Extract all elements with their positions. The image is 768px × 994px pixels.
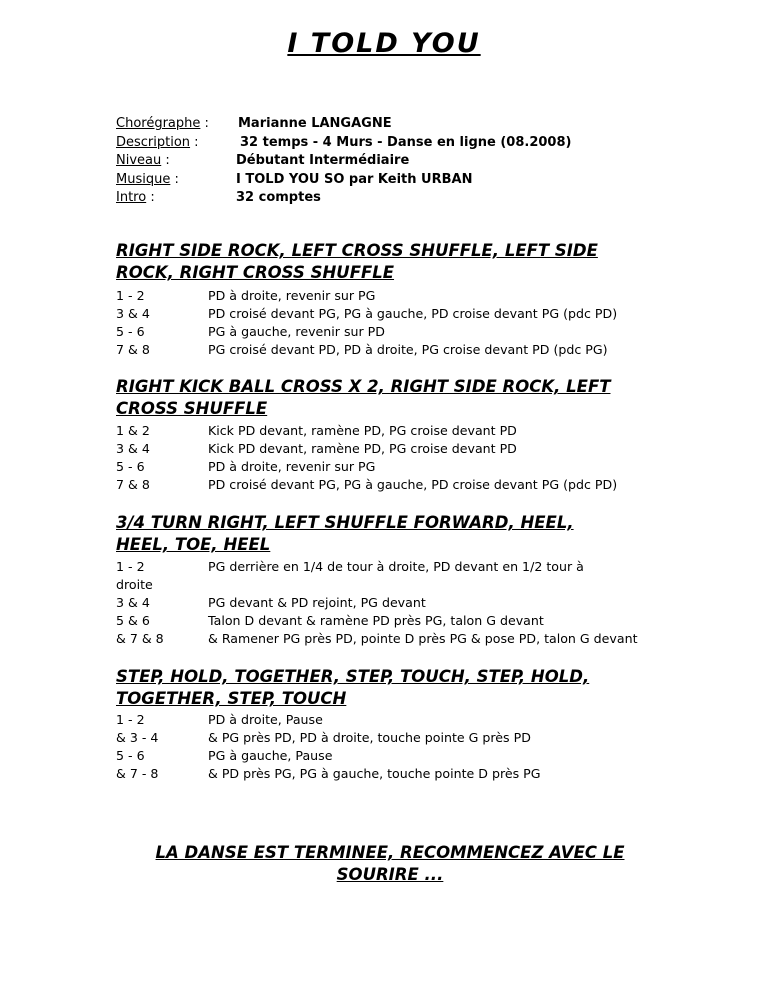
step-list <box>116 558 676 648</box>
info-value: Marianne LANGAGNE <box>238 116 392 131</box>
step-row: 3 & 4 PD croisé devant PG, PG à gauche, PD croise devant PG (pdc PD) <box>116 306 618 321</box>
info-value: 32 comptes <box>236 190 321 205</box>
info-row-choregraphe <box>116 116 676 135</box>
step-row-continuation: droite <box>116 577 153 592</box>
step-row: 3 & 4 PG devant & PD rejoint, PG devant <box>116 595 426 610</box>
info-value: I TOLD YOU SO par Keith URBAN <box>236 171 473 187</box>
step-row: 7 & 8 PG croisé devant PD, PD à droite, PG croise devant PD (pdc PG) <box>116 342 608 357</box>
info-label: Chorégraphe : <box>116 116 209 131</box>
step-row: 1 - 2 PG derrière en 1/4 de tour à droite, PD devant en 1/2 tour à <box>116 559 584 574</box>
step-list <box>116 422 676 494</box>
step-row: 5 - 6 PG à gauche, revenir sur PD <box>116 324 385 339</box>
step-list <box>116 287 676 359</box>
info-label: Musique : <box>116 171 179 187</box>
section-heading: RIGHT KICK BALL CROSS X 2, RIGHT SIDE ROCK, LEFT CROSS SHUFFLE <box>116 377 611 418</box>
step-row: 7 & 8 PD croisé devant PG, PG à gauche, PD croise devant PG (pdc PD) <box>116 477 618 492</box>
step-row: 5 - 6 PD à droite, revenir sur PG <box>116 459 376 474</box>
info-label: Intro : <box>116 190 155 205</box>
page-title: I TOLD YOU <box>287 28 481 59</box>
info-row-intro <box>116 190 676 209</box>
info-label: Description : <box>116 134 199 150</box>
section-heading: 3/4 TURN RIGHT, LEFT SHUFFLE FORWARD, HEEL, HEEL, TOE, HEEL <box>116 513 574 554</box>
section-heading: RIGHT SIDE ROCK, LEFT CROSS SHUFFLE, LEFT SIDE ROCK, RIGHT CROSS SHUFFLE <box>116 241 598 282</box>
info-block <box>116 116 676 209</box>
section-heading: STEP, HOLD, TOGETHER, STEP, TOUCH, STEP, HOLD, TOGETHER, STEP, TOUCH <box>116 667 590 708</box>
step-row: 5 & 6 Talon D devant & ramène PD près PG, talon G devant <box>116 613 544 628</box>
step-row: & 7 & 8 & Ramener PG près PD, pointe D près PG & pose PD, talon G devant <box>116 631 638 646</box>
step-list <box>116 711 676 783</box>
closing-message: LA DANSE EST TERMINEE, RECOMMENCEZ AVEC LE SOURIRE ... <box>155 843 625 884</box>
step-row: 1 - 2 PD à droite, revenir sur PG <box>116 288 376 303</box>
step-row: & 7 - 8 & PD près PG, PG à gauche, touche pointe D près PG <box>116 766 541 781</box>
step-row: 1 & 2 Kick PD devant, ramène PD, PG croise devant PD <box>116 423 517 438</box>
info-label: Niveau : <box>116 153 170 168</box>
info-value: 32 temps - 4 Murs - Danse en ligne (08.2008) <box>240 134 572 150</box>
info-row-description <box>116 135 676 154</box>
info-row-niveau <box>116 153 676 172</box>
step-row: 1 - 2 PD à droite, Pause <box>116 712 323 727</box>
info-row-musique <box>116 172 676 191</box>
step-row: 3 & 4 Kick PD devant, ramène PD, PG croise devant PD <box>116 441 517 456</box>
step-row: & 3 - 4 & PG près PD, PD à droite, touche pointe G près PD <box>116 730 531 745</box>
info-value: Débutant Intermédiaire <box>236 153 410 168</box>
step-row: 5 - 6 PG à gauche, Pause <box>116 748 333 763</box>
